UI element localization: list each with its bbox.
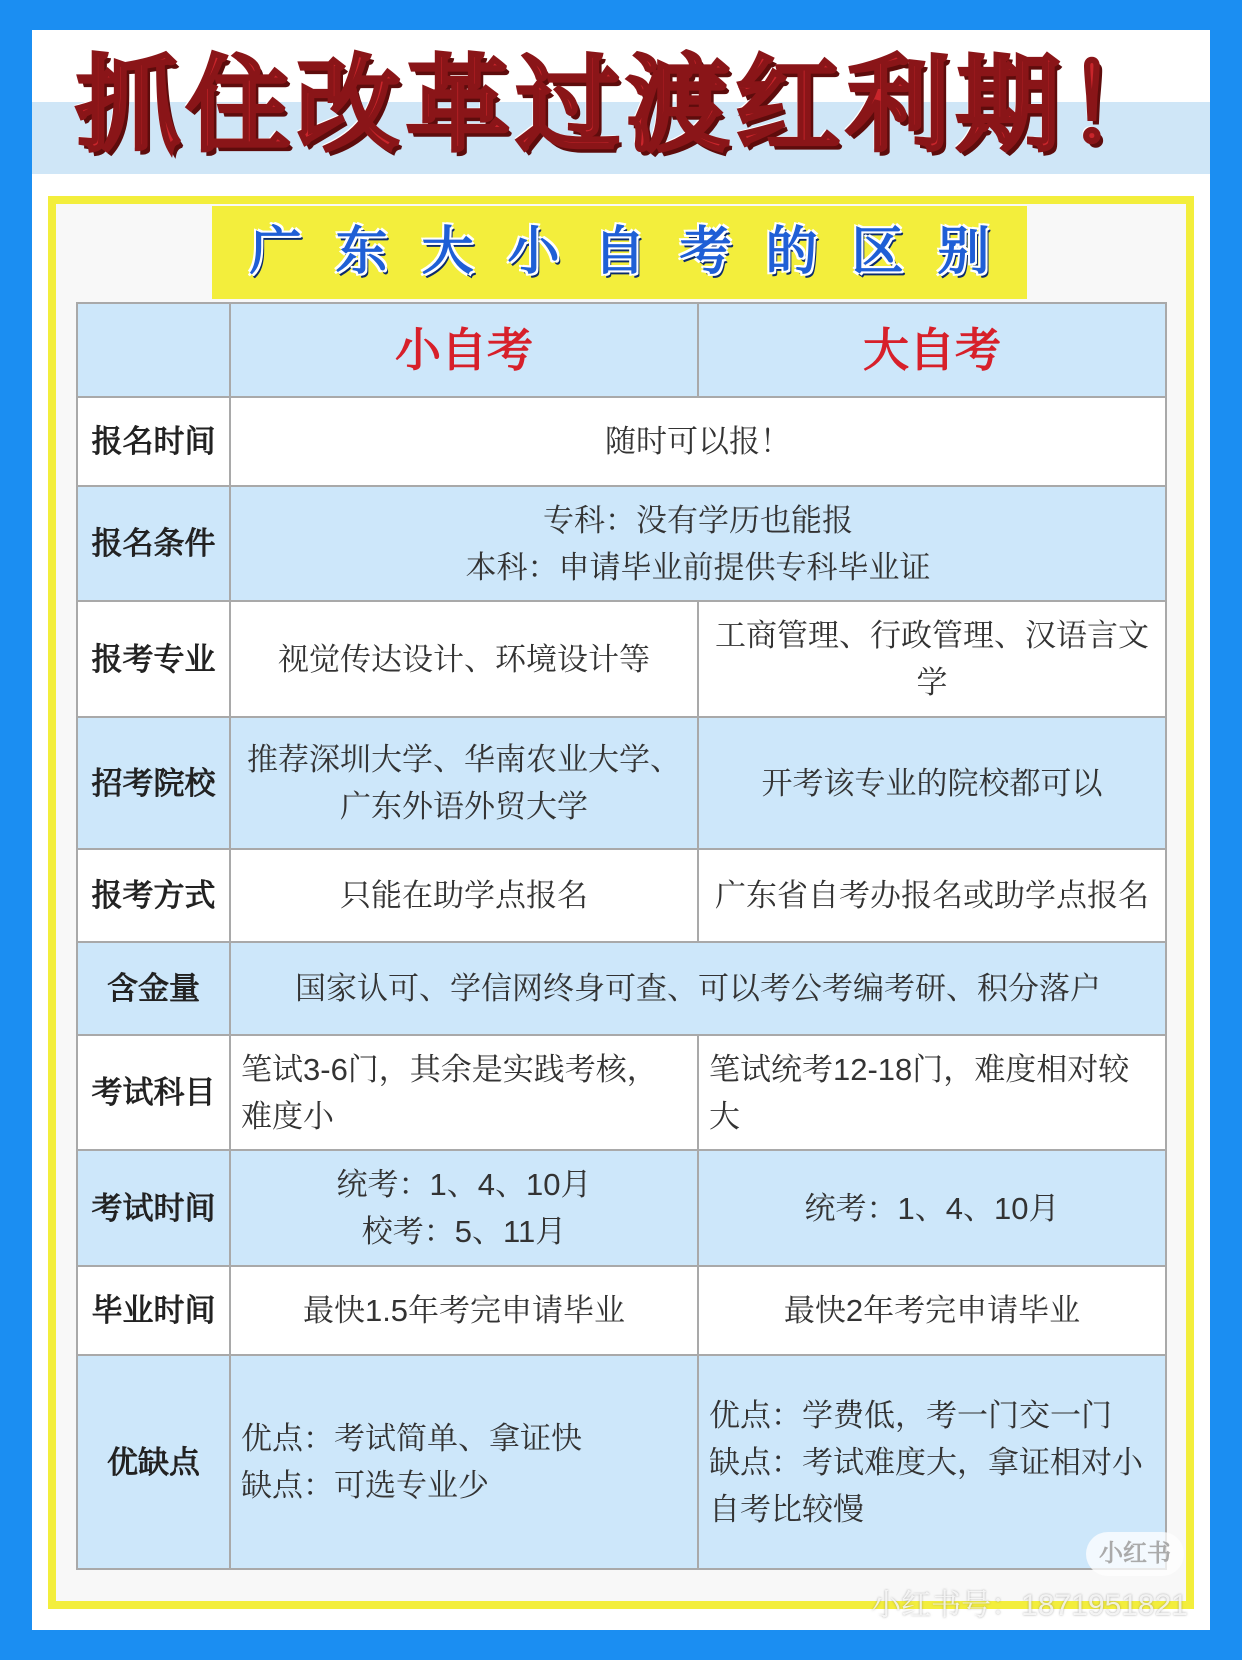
row-label: 含金量 bbox=[77, 942, 230, 1035]
merged-cell bbox=[230, 397, 1166, 486]
cell-line: 专科：没有学历也能报 bbox=[543, 502, 853, 538]
small-selfexam-cell bbox=[230, 601, 698, 717]
row-label: 报考方式 bbox=[77, 849, 230, 942]
row-majors bbox=[77, 601, 1166, 717]
cell-line: 最快2年考完申请毕业 bbox=[783, 1293, 1081, 1328]
small-selfexam-cell bbox=[230, 1150, 698, 1266]
cell-line: 工商管理、行政管理、汉语言文 bbox=[715, 618, 1149, 653]
row-label: 考试科目 bbox=[77, 1035, 230, 1150]
row-label: 报名条件 bbox=[77, 486, 230, 601]
row-graduation-time bbox=[77, 1266, 1166, 1355]
cell-line: 本科：申请毕业前提供专科毕业证 bbox=[465, 549, 931, 585]
row-application-method bbox=[77, 849, 1166, 942]
cell-line: 校考：5、11月 bbox=[361, 1214, 567, 1249]
page-title: 抓住改革过渡红利期！ bbox=[75, 44, 1176, 166]
row-label: 报考专业 bbox=[77, 601, 230, 717]
row-label: 优缺点 bbox=[77, 1355, 230, 1569]
small-selfexam-cell bbox=[230, 849, 698, 942]
cell-line: 随时可以报！ bbox=[605, 424, 791, 459]
cell-line: 学 bbox=[916, 665, 948, 700]
cell-line: 统考：1、4、10月 bbox=[804, 1190, 1060, 1226]
cell-line: 最快1.5年考完申请毕业 bbox=[302, 1293, 626, 1328]
cell-line: 缺点：可选专业少 bbox=[241, 1468, 489, 1503]
small-selfexam-cell bbox=[230, 1266, 698, 1355]
watermark-id-text: 小红书号：1871951821 bbox=[871, 1589, 1188, 1622]
cell-line: 笔试统考12-18门，难度相对较 bbox=[709, 1051, 1130, 1087]
cell-line: 广东省自考办报名或助学点报名 bbox=[715, 878, 1149, 913]
row-registration-time bbox=[77, 397, 1166, 486]
comparison-table bbox=[76, 302, 1167, 1570]
subtitle: 广东大小自考的区别 bbox=[249, 222, 1024, 282]
row-exam-time bbox=[77, 1150, 1166, 1266]
cell-line: 开考该专业的院校都可以 bbox=[761, 765, 1103, 801]
cell-line: 视觉传达设计、环境设计等 bbox=[278, 641, 650, 677]
row-label: 毕业时间 bbox=[77, 1266, 230, 1355]
cell-line: 优点：考试简单、拿证快 bbox=[241, 1421, 582, 1456]
merged-cell bbox=[230, 486, 1166, 601]
header-small-selfexam: 小自考 bbox=[230, 303, 698, 397]
cell-line: 大 bbox=[709, 1098, 740, 1134]
cell-line: 统考：1、4、10月 bbox=[336, 1167, 592, 1202]
header-large-selfexam: 大自考 bbox=[698, 303, 1166, 397]
header-corner-cell bbox=[77, 303, 230, 397]
large-selfexam-cell bbox=[698, 1035, 1166, 1150]
cell-line: 缺点：考试难度大，拿证相对小 bbox=[709, 1444, 1143, 1480]
large-selfexam-cell bbox=[698, 601, 1166, 717]
xiaohongshu-logo: 小红书 bbox=[1086, 1532, 1184, 1576]
large-selfexam-cell bbox=[698, 1266, 1166, 1355]
cell-line: 优点：学费低，考一门交一门 bbox=[709, 1397, 1112, 1433]
row-value bbox=[77, 942, 1166, 1035]
large-selfexam-cell bbox=[698, 717, 1166, 849]
large-selfexam-cell bbox=[698, 1150, 1166, 1266]
cell-line: 笔试3-6门，其余是实践考核， bbox=[241, 1051, 658, 1087]
cell-line: 推荐深圳大学、华南农业大学、 bbox=[247, 742, 681, 777]
row-exam-subjects bbox=[77, 1035, 1166, 1150]
small-selfexam-cell bbox=[230, 1355, 698, 1569]
small-selfexam-cell bbox=[230, 717, 698, 849]
cell-line: 难度小 bbox=[241, 1098, 334, 1134]
cell-line: 自考比较慢 bbox=[709, 1491, 864, 1527]
row-label: 考试时间 bbox=[77, 1150, 230, 1266]
row-pros-cons bbox=[77, 1355, 1166, 1569]
merged-cell bbox=[230, 942, 1166, 1035]
row-institutions bbox=[77, 717, 1166, 849]
row-label: 报名时间 bbox=[77, 397, 230, 486]
subtitle-band bbox=[212, 206, 1027, 299]
cell-line: 国家认可、学信网终身可查、可以考公考编考研、积分落户 bbox=[295, 971, 1101, 1006]
header-row bbox=[77, 303, 1166, 397]
row-registration-conditions bbox=[77, 486, 1166, 601]
row-label: 招考院校 bbox=[77, 717, 230, 849]
cell-line: 广东外语外贸大学 bbox=[340, 789, 588, 824]
small-selfexam-cell bbox=[230, 1035, 698, 1150]
cell-line: 只能在助学点报名 bbox=[340, 878, 588, 913]
large-selfexam-cell bbox=[698, 849, 1166, 942]
